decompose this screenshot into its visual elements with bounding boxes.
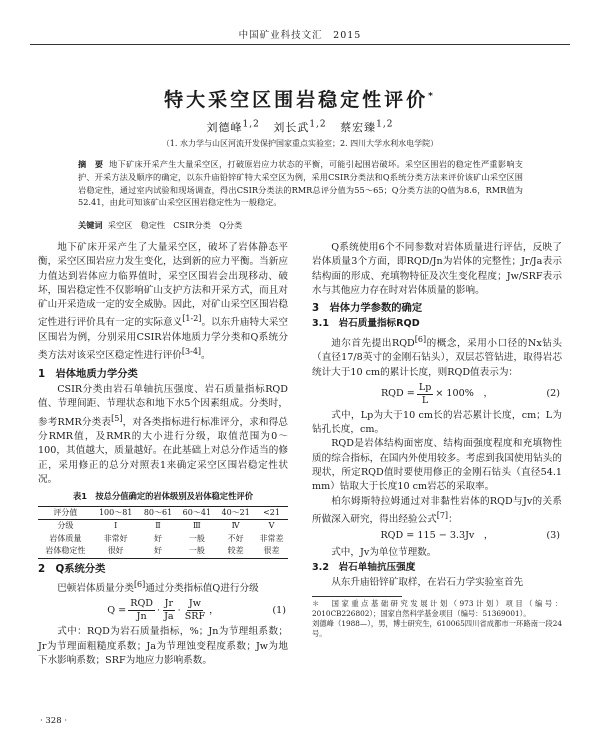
table-cell: 很好: [93, 545, 139, 558]
author-affil: 1,2: [242, 119, 260, 130]
author-list: [0, 119, 600, 135]
text-run: ，对各类指标进行标准评分，求和得总分RMR值，及RMR的大小进行分级，取值范围为0～100，其值越大，质量越好。在此基础上对总分作适当的修正，采用修正的总分对照表1来确定采空区围岩稳定性状况。: [38, 416, 288, 486]
text-run: 柏尔姆斯特拉姆通过对非黏性岩体的RQD与Jv的关系所做深入研究，得出经验公式: [312, 495, 562, 526]
table-cell: 好: [154, 533, 162, 543]
q-paragraph: [38, 578, 288, 596]
eq-fraction: [417, 382, 434, 407]
footnote-funding: ＊ 国家重点基础研究发展计划（973计划）项目（编号：2010CB226802）；国家自然科学基金项目（编号：51369001）。: [312, 598, 562, 618]
equation-3: [312, 529, 562, 543]
table-cell: 很差: [255, 545, 288, 558]
section-heading-1: 1 岩体地质力学分类: [38, 367, 138, 380]
table-cell: 岩体质量: [49, 533, 82, 543]
eq-lhs: RQD =: [380, 388, 415, 400]
footnote-rule: [312, 596, 402, 597]
q-variables-paragraph: 式中：RQD为岩石质量指标，%；Jn为节理组系数；Jr为节理面粗糙度系数；Ja为节理蚀变程度系数；Jw为地下水影响系数；SRF为地应力影响系数。: [38, 626, 288, 666]
citation: [7]: [436, 510, 449, 520]
eq-numerator: Jw: [188, 598, 201, 610]
table-cell: 不好: [227, 533, 244, 543]
section-heading-2: 2 Q系统分类: [38, 562, 106, 575]
citation: [6]: [414, 334, 427, 344]
table-cell: 100～81: [93, 506, 139, 520]
subsection-heading-3-1: 3.1 岩石质量指标RQD: [312, 318, 420, 330]
table-cell: Ⅴ: [268, 521, 275, 531]
rqd-usage-paragraph: RQD是岩体结构面密度、结构面强度程度和充填物性质的综合指标，在国内外使用较多。考虑到我国使用钻头的现状，所定RQD值时要使用修正的金刚石钻头（直径54.1 mm）钻取大于长度10 cm岩芯的采取率。: [312, 438, 562, 493]
author-affil: 1,2: [376, 119, 394, 130]
paper-title: [0, 85, 600, 112]
keywords-text: 采空区 稳定性 CSIR分类 Q分类: [107, 220, 243, 230]
eq-fraction: [183, 598, 207, 623]
table-cell: 一般: [177, 545, 216, 558]
title-footnote-mark: *: [428, 91, 436, 102]
table-cell: <21: [255, 506, 288, 520]
intro-paragraph: [38, 241, 288, 364]
text-run: CSIR分类由岩石单轴抗压强度、岩石质量指标RQD值、节理间距、节理状态和地下水5个因素组成。分类时，参考RMR分类表: [38, 384, 288, 428]
table-row: [38, 506, 288, 520]
table-cell: 80～61: [139, 506, 178, 520]
author-name: 刘长武: [273, 121, 310, 134]
eq-denominator: SRF: [184, 611, 206, 623]
table-cell: Ⅳ: [231, 521, 240, 531]
text-run: 地下矿床开采产生了大量采空区，破坏了岩体静态平衡，采空区围岩应力发生变化，达到新的应力平衡。当新应力值达到岩体应力临界值时，采空区围岩会出现移动、破坏，围岩稳定性不仅影响矿山支护方法和开采方式，而且对矿山开采造成一定的安全威胁。因此，对矿山采空区围岩稳定性进行评价具有一定的实际意义: [38, 242, 288, 329]
table-cell: 40～21: [216, 506, 255, 520]
title-text: 特大采空区围岩稳定性评价: [164, 89, 429, 111]
table-cell: Ⅲ: [192, 521, 201, 531]
table-caption: 表1 按总分值确定的岩体级别及岩体稳定性评价: [72, 491, 253, 502]
table-cell: 非常好: [103, 533, 128, 543]
keywords: [78, 220, 523, 231]
text-run: 巴顿岩体质量分类: [57, 583, 134, 595]
author-name: 蔡宏臻: [340, 121, 377, 134]
ucs-paragraph: 从东升庙铅锌矿取样，在岩石力学实验室首先: [331, 577, 524, 589]
citation: [3-4]: [181, 347, 202, 357]
eq-operator: ·: [177, 604, 181, 616]
q-params-paragraph: Q系统使用6个不同参数对岩体质量进行评估，反映了岩体质量3个方面，即RQD/Jn为岩体的完整性；Jr/Ja表示结构面的形成、充填物特征及次生变化程度；Jw/SRF表示水与其他应力存在时对岩体质量的影响。: [312, 242, 562, 296]
abstract-text: 地下矿床开采产生大量采空区，打破原岩应力状态的平衡，可能引起围岩破坏。采空区围岩的稳定性严重影响支护、开采方法及顺序的确定，以东升庙铅锌矿特大采空区为例，采用CSIR分类法和Q系统分类方法来评价该矿山采空区围岩稳定性，通过室内试验和现场调查，得出CSIR分类法的RMR总评分值为55～65；Q分类方法的Q值为8.6，RMR值为52.41，由此可知该矿山采空区围岩稳定性为一般稳定。: [78, 159, 523, 208]
text-run: 。以东升庙特大采空区围岩为例，分别采用CSIR岩体地质力学分类和Q系统分类方法对该采空区稳定性进行评价: [38, 317, 288, 362]
page-number: · 328 ·: [40, 716, 68, 726]
equation-number: (2): [546, 388, 560, 400]
rqd-variables-paragraph: 式中，Lp为大于10 cm长的岩芯累计长度，cm；L为钻孔长度，cm。: [312, 409, 562, 436]
footnote-author: 刘德峰（1988—），男，博士研究生，610065四川省成都市一环路南一段24号。: [312, 618, 562, 638]
subsection-heading-3-2: 3.2 岩石单轴抗压强度: [312, 562, 416, 574]
running-header: 中国矿业科技文汇 2015: [238, 30, 362, 41]
table-cell: Ⅱ: [155, 521, 161, 531]
keywords-label: 关键词: [78, 220, 103, 230]
equation-2: [312, 382, 562, 407]
eq-rhs: × 100% ，: [435, 388, 494, 400]
eq-tail: ，: [209, 604, 219, 616]
eq-lhs: Q =: [107, 604, 127, 616]
table-cell: Ⅰ: [114, 521, 118, 531]
left-column: [38, 241, 288, 668]
right-column: [312, 241, 562, 639]
text-run: 迪尔首先提出RQD: [331, 337, 415, 349]
text-run: 通过分类指标值Q进行分级: [145, 583, 259, 595]
eq-numerator: Lp: [418, 381, 432, 393]
csir-paragraph: [38, 383, 288, 487]
affiliation: （1. 水力学与山区河流开发保护国家重点实验室；2. 四川大学水利水电学院）: [161, 139, 439, 148]
eq-fraction: [128, 598, 155, 623]
section-heading-3: 3 岩体力学参数的确定: [312, 302, 423, 315]
header-rule: [30, 44, 570, 45]
table-cell: 好: [139, 545, 178, 558]
rmr-table: [38, 506, 288, 559]
table-row: [38, 520, 288, 533]
eq-denominator: Jn: [136, 611, 147, 623]
table-row: [38, 533, 288, 546]
jv-definition: 式中，Jv为单位节理数。: [331, 546, 437, 558]
eq-numerator: Jr: [164, 598, 174, 610]
table-cell: 较差: [216, 545, 255, 558]
table-cell: 分级: [57, 521, 74, 531]
table-cell: 一般: [188, 533, 205, 543]
eq-fraction: [162, 598, 176, 623]
abstract-label: 摘 要: [78, 159, 104, 169]
citation: [5]: [111, 413, 123, 423]
eq-body: RQD = 115 − 3.3Jv ，: [380, 530, 494, 542]
text-run: 的概念，采用小口径的Nx钻头（直径17/8英寸的金刚石钻头），双层芯管钻进，取得岩芯统计大于10 cm的累计长度，则RQD值表示为：: [312, 337, 562, 378]
text-run: ：: [448, 514, 458, 526]
citation: [1-2]: [182, 314, 202, 324]
jv-paragraph: [312, 495, 562, 528]
text-run: 。: [201, 350, 211, 362]
equation-number: (3): [546, 530, 560, 542]
author-name: 刘德峰: [206, 121, 243, 134]
abstract: [78, 158, 523, 209]
equation-1: [38, 598, 288, 623]
rqd-paragraph: [312, 333, 562, 380]
table-cell: 非常差: [259, 533, 284, 543]
table-cell: 岩体稳定性: [38, 545, 93, 558]
eq-operator: ·: [157, 604, 161, 616]
author-affil: 1,2: [309, 119, 327, 130]
table-cell: 60～41: [177, 506, 216, 520]
citation: [6]: [133, 579, 146, 589]
eq-denominator: Ja: [164, 611, 174, 623]
eq-numerator: RQD: [130, 598, 153, 610]
equation-number: (1): [272, 604, 286, 616]
eq-denominator: L: [421, 394, 429, 406]
table-row: [38, 545, 288, 558]
table-cell: 评分值: [38, 506, 93, 520]
